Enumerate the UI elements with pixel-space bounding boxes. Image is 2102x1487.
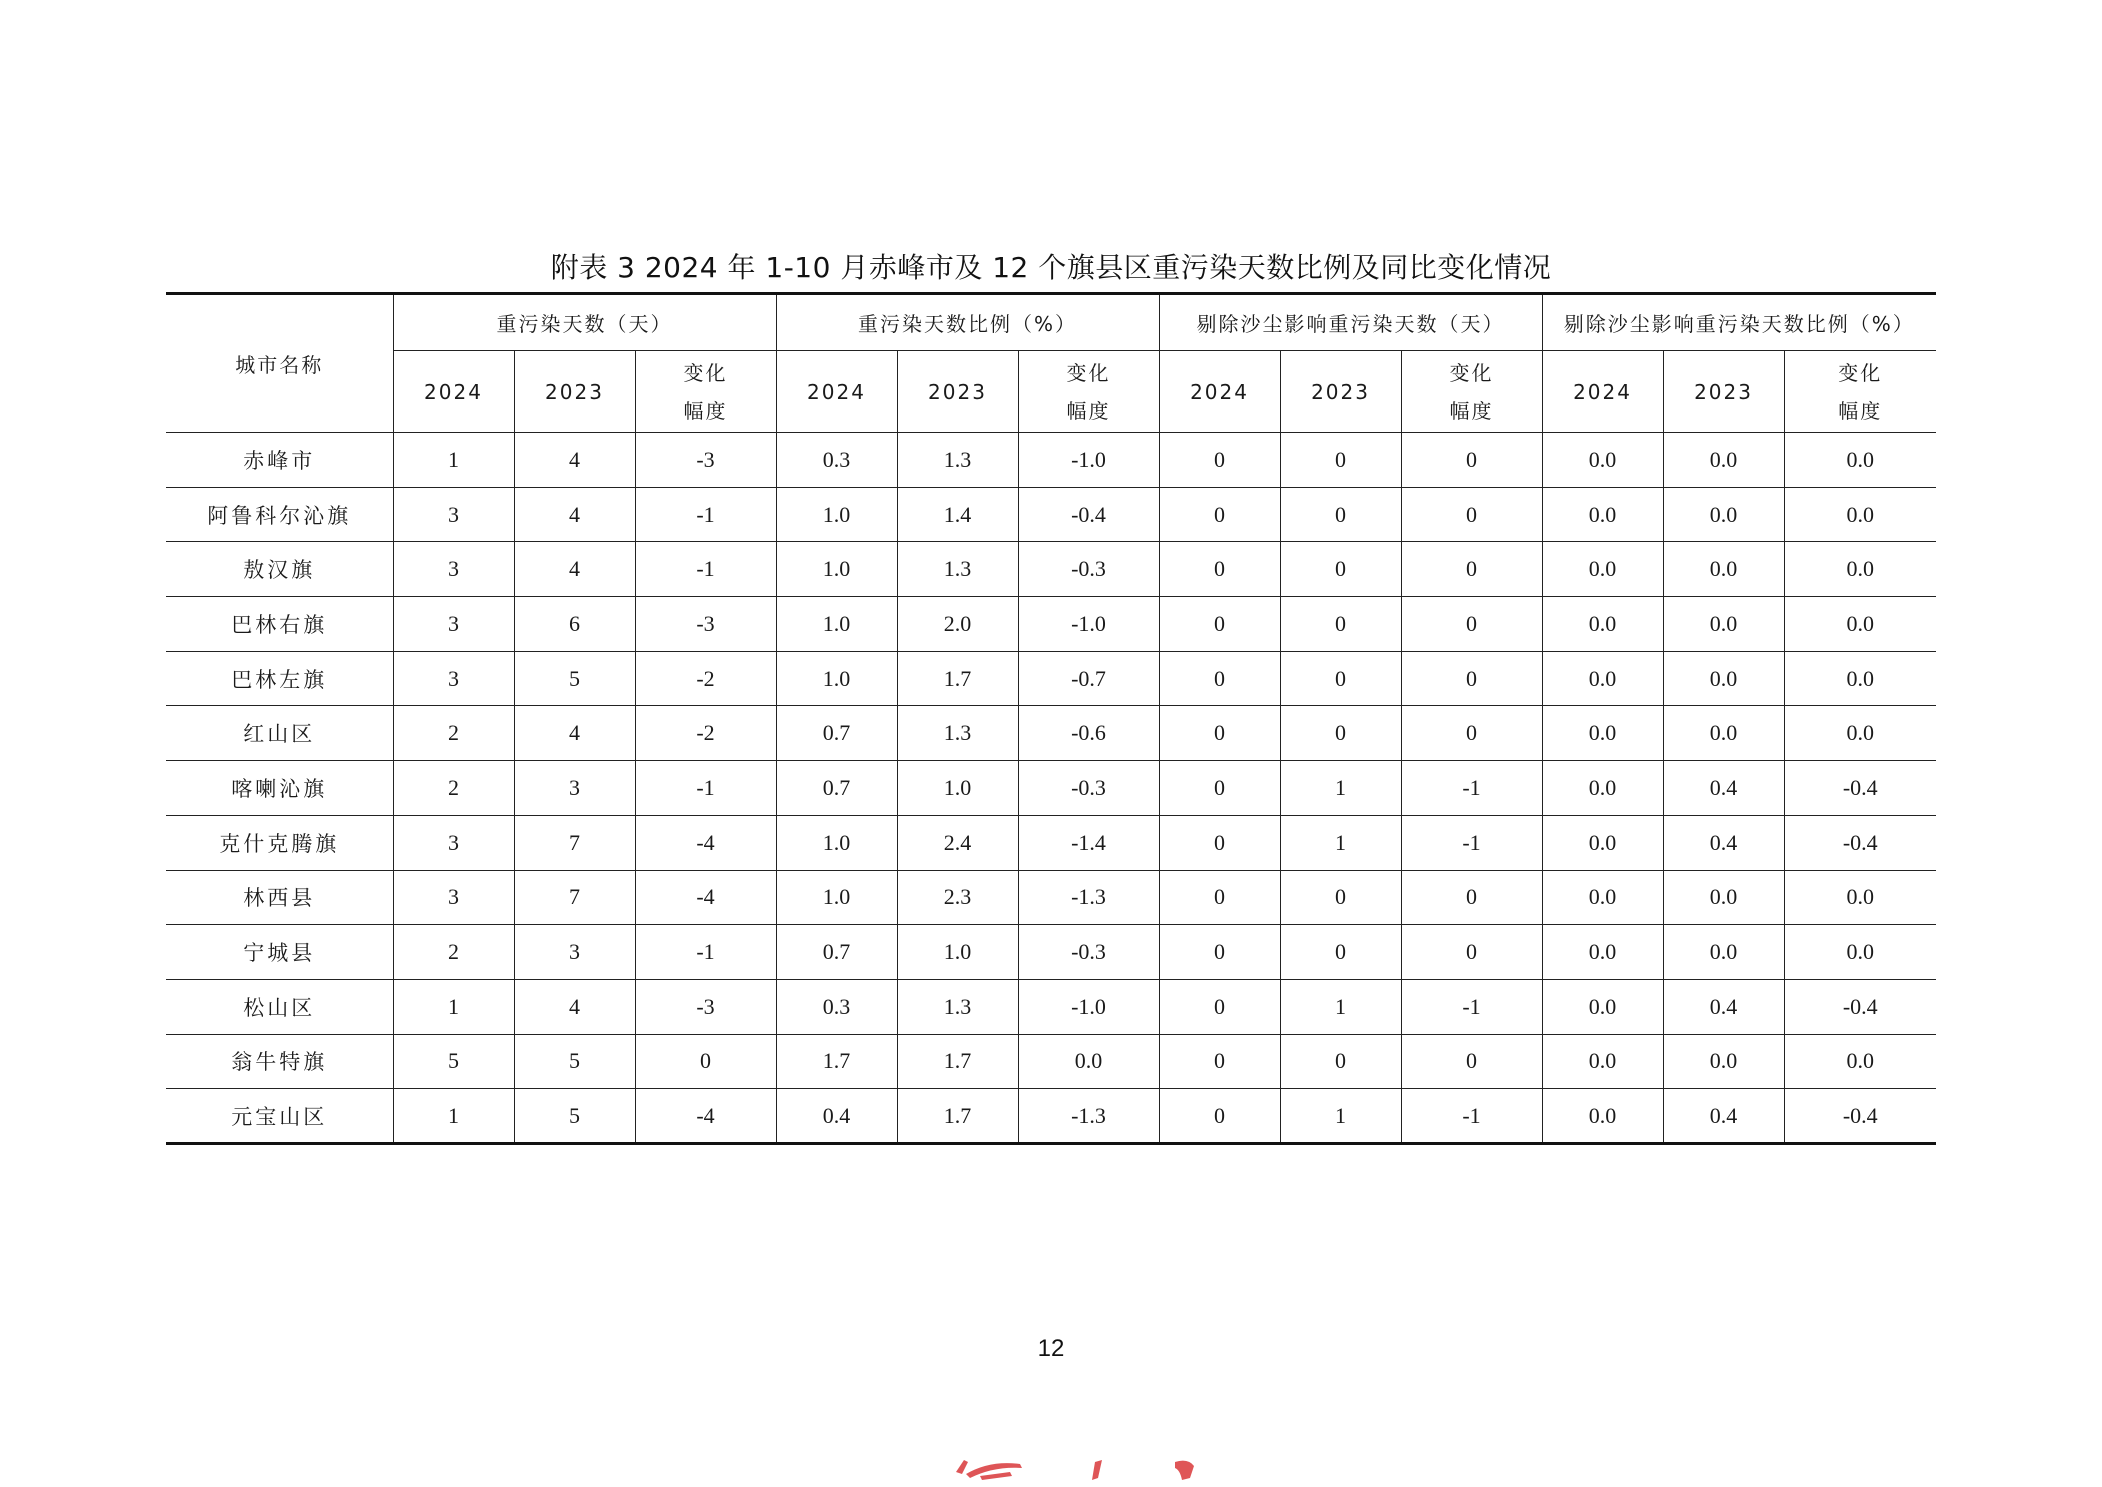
value-cell: 0 [635,1034,776,1089]
value-cell: 1 [1280,761,1401,816]
value-cell: 5 [514,1034,635,1089]
value-cell: -1.4 [1018,815,1159,870]
year-header: 2023 [1663,351,1784,433]
value-cell: 0.0 [1784,542,1936,597]
value-cell: 0 [1401,706,1542,761]
year-header: 2024 [1542,351,1663,433]
red-seal-fragments [950,1450,1250,1487]
value-cell: 0.0 [1542,870,1663,925]
value-cell: 0 [1159,925,1280,980]
value-cell: 0.0 [1663,1034,1784,1089]
value-cell: 0.0 [1542,761,1663,816]
value-cell: 0.0 [1542,1089,1663,1144]
value-cell: 1.0 [897,925,1018,980]
change-header-line: 变化 [1066,360,1111,385]
change-header-line: 变化 [683,360,728,385]
page-number: 12 [1037,1335,1065,1362]
value-cell: 0 [1401,487,1542,542]
value-cell: 0 [1280,651,1401,706]
value-cell: 0.0 [1784,651,1936,706]
value-cell: 0.0 [1542,979,1663,1034]
value-cell: -2 [635,651,776,706]
table-row [166,706,1936,761]
table-row [166,433,1936,488]
value-cell: 0 [1159,870,1280,925]
value-cell: 0 [1159,651,1280,706]
value-cell: 3 [393,487,514,542]
year-header: 2024 [393,351,514,433]
value-cell: 1.7 [897,651,1018,706]
value-cell: 1.3 [897,979,1018,1034]
table-row [166,487,1936,542]
value-cell: 1 [393,433,514,488]
pollution-table-container [166,292,1936,1145]
table-row [166,597,1936,652]
value-cell: 0.0 [1542,597,1663,652]
value-cell: 0.7 [776,706,897,761]
value-cell: -1.0 [1018,433,1159,488]
value-cell: 1.0 [897,761,1018,816]
seal-mark [956,1460,1194,1480]
value-cell: 1.0 [776,542,897,597]
value-cell: -0.7 [1018,651,1159,706]
value-cell: 0 [1159,487,1280,542]
value-cell: 2 [393,925,514,980]
value-cell: 0.0 [1784,597,1936,652]
change-header [635,351,776,433]
table-row [166,815,1936,870]
table-row [166,925,1936,980]
value-cell: -1 [635,542,776,597]
value-cell: 0.0 [1542,706,1663,761]
value-cell: 0.0 [1663,542,1784,597]
value-cell: 0 [1159,542,1280,597]
value-cell: 1.7 [897,1089,1018,1144]
value-cell: 0 [1280,433,1401,488]
value-cell: 0.0 [1784,1034,1936,1089]
table-row [166,761,1936,816]
value-cell: 0 [1280,542,1401,597]
value-cell: 0 [1159,979,1280,1034]
year-header: 2024 [1159,351,1280,433]
value-cell: 0 [1159,1034,1280,1089]
value-cell: 0 [1280,487,1401,542]
value-cell: 0 [1401,597,1542,652]
value-cell: 1 [1280,1089,1401,1144]
city-name-cell: 巴林右旗 [166,597,393,652]
value-cell: 6 [514,597,635,652]
value-cell: -4 [635,815,776,870]
value-cell: 0.0 [1663,651,1784,706]
value-cell: 0.0 [1784,487,1936,542]
value-cell: -0.6 [1018,706,1159,761]
value-cell: 0.0 [1542,815,1663,870]
value-cell: -1 [635,487,776,542]
table-row [166,1034,1936,1089]
value-cell: 0 [1159,761,1280,816]
value-cell: 3 [393,651,514,706]
value-cell: 1 [393,1089,514,1144]
value-cell: -1.3 [1018,1089,1159,1144]
value-cell: 0 [1401,651,1542,706]
value-cell: 3 [514,925,635,980]
value-cell: 0.0 [1663,870,1784,925]
value-cell: 1.7 [897,1034,1018,1089]
value-cell: -3 [635,979,776,1034]
change-header-line: 幅度 [1449,398,1494,423]
city-name-cell: 红山区 [166,706,393,761]
city-name-cell: 敖汉旗 [166,542,393,597]
value-cell: 0.4 [1663,761,1784,816]
value-cell: 0.0 [1542,542,1663,597]
value-cell: -3 [635,597,776,652]
value-cell: 4 [514,979,635,1034]
city-name-cell: 宁城县 [166,925,393,980]
table-row [166,651,1936,706]
table-row [166,542,1936,597]
header-row-groups [166,294,1936,351]
group-header-heavy-pollution-days: 重污染天数（天） [393,294,776,351]
value-cell: 0.0 [1663,706,1784,761]
value-cell: 5 [393,1034,514,1089]
value-cell: 2.0 [897,597,1018,652]
value-cell: -0.4 [1784,815,1936,870]
value-cell: 1.0 [776,651,897,706]
value-cell: -3 [635,433,776,488]
table-row [166,870,1936,925]
value-cell: 0.3 [776,433,897,488]
value-cell: 1 [393,979,514,1034]
value-cell: 1.3 [897,433,1018,488]
value-cell: 1.3 [897,706,1018,761]
city-name-cell: 巴林左旗 [166,651,393,706]
change-header [1018,351,1159,433]
value-cell: 0 [1280,706,1401,761]
value-cell: 0.0 [1018,1034,1159,1089]
value-cell: 0.0 [1784,433,1936,488]
value-cell: 3 [393,542,514,597]
value-cell: -1 [1401,815,1542,870]
value-cell: 0.0 [1542,433,1663,488]
value-cell: 0.3 [776,979,897,1034]
value-cell: 1.3 [897,542,1018,597]
change-header-line: 变化 [1838,360,1883,385]
value-cell: 0.4 [1663,1089,1784,1144]
year-header: 2023 [514,351,635,433]
value-cell: -0.4 [1784,979,1936,1034]
value-cell: 0.0 [1784,706,1936,761]
value-cell: -1.0 [1018,979,1159,1034]
city-name-cell: 克什克腾旗 [166,815,393,870]
value-cell: 0.0 [1663,925,1784,980]
value-cell: 0.4 [1663,815,1784,870]
value-cell: 1 [1280,815,1401,870]
value-cell: 0 [1401,870,1542,925]
value-cell: -4 [635,870,776,925]
value-cell: 0.0 [1542,1034,1663,1089]
value-cell: 2 [393,706,514,761]
value-cell: -4 [635,1089,776,1144]
value-cell: 3 [393,815,514,870]
value-cell: 4 [514,433,635,488]
value-cell: 1.4 [897,487,1018,542]
value-cell: 1 [1280,979,1401,1034]
value-cell: 0 [1159,433,1280,488]
value-cell: -0.4 [1784,1089,1936,1144]
value-cell: -1.3 [1018,870,1159,925]
value-cell: 0 [1401,925,1542,980]
value-cell: 0 [1159,706,1280,761]
value-cell: 0.4 [776,1089,897,1144]
value-cell: 0.0 [1542,925,1663,980]
value-cell: 1.0 [776,815,897,870]
value-cell: 0.0 [1663,597,1784,652]
table-row [166,1089,1936,1144]
change-header-line: 变化 [1449,360,1494,385]
city-name-cell: 阿鲁科尔沁旗 [166,487,393,542]
change-header [1784,351,1936,433]
value-cell: -1 [635,761,776,816]
city-name-cell: 林西县 [166,870,393,925]
value-cell: 0 [1280,1034,1401,1089]
city-name-cell: 喀喇沁旗 [166,761,393,816]
value-cell: 0 [1159,1089,1280,1144]
value-cell: 2.3 [897,870,1018,925]
value-cell: 1.0 [776,487,897,542]
value-cell: 0.4 [1663,979,1784,1034]
change-header-line: 幅度 [1066,398,1111,423]
value-cell: 0 [1280,870,1401,925]
value-cell: 0.0 [1663,433,1784,488]
value-cell: -1.0 [1018,597,1159,652]
value-cell: -1 [1401,761,1542,816]
value-cell: 2.4 [897,815,1018,870]
value-cell: 4 [514,706,635,761]
value-cell: 3 [393,597,514,652]
city-name-cell: 元宝山区 [166,1089,393,1144]
city-name-cell: 赤峰市 [166,433,393,488]
value-cell: -1 [1401,979,1542,1034]
value-cell: 0.0 [1542,651,1663,706]
value-cell: 0 [1401,542,1542,597]
value-cell: -0.3 [1018,761,1159,816]
value-cell: 5 [514,1089,635,1144]
value-cell: 1.0 [776,597,897,652]
value-cell: 0.0 [1784,925,1936,980]
table-row [166,979,1936,1034]
table-body [166,433,1936,1144]
city-name-cell: 松山区 [166,979,393,1034]
value-cell: 0 [1280,925,1401,980]
value-cell: 0 [1280,597,1401,652]
page-title: 附表 3 2024 年 1-10 月赤峰市及 12 个旗县区重污染天数比例及同比变化情况 [550,251,1552,284]
value-cell: 5 [514,651,635,706]
change-header [1401,351,1542,433]
value-cell: 3 [514,761,635,816]
group-header-dust-excluded-ratio: 剔除沙尘影响重污染天数比例（%） [1542,294,1936,351]
value-cell: -1 [635,925,776,980]
pollution-days-table [166,292,1936,1145]
value-cell: -0.4 [1018,487,1159,542]
value-cell: 0.0 [1663,487,1784,542]
value-cell: 1.0 [776,870,897,925]
value-cell: 0.7 [776,925,897,980]
value-cell: 1.7 [776,1034,897,1089]
value-cell: 0 [1159,597,1280,652]
value-cell: 0.0 [1784,870,1936,925]
value-cell: 0.7 [776,761,897,816]
value-cell: 7 [514,870,635,925]
value-cell: 4 [514,542,635,597]
value-cell: 2 [393,761,514,816]
year-header: 2024 [776,351,897,433]
year-header: 2023 [897,351,1018,433]
value-cell: -0.3 [1018,542,1159,597]
value-cell: -1 [1401,1089,1542,1144]
year-header: 2023 [1280,351,1401,433]
value-cell: 0 [1401,1034,1542,1089]
value-cell: 0 [1159,815,1280,870]
table-header [166,294,1936,433]
value-cell: -0.3 [1018,925,1159,980]
value-cell: -0.4 [1784,761,1936,816]
value-cell: -2 [635,706,776,761]
group-header-heavy-pollution-ratio: 重污染天数比例（%） [776,294,1159,351]
group-header-dust-excluded-days: 剔除沙尘影响重污染天数（天） [1159,294,1542,351]
change-header-line: 幅度 [683,398,728,423]
value-cell: 0 [1401,433,1542,488]
change-header-line: 幅度 [1838,398,1883,423]
value-cell: 3 [393,870,514,925]
city-name-cell: 翁牛特旗 [166,1034,393,1089]
value-cell: 7 [514,815,635,870]
header-row-years [166,351,1936,433]
city-name-header: 城市名称 [166,294,393,433]
value-cell: 0.0 [1542,487,1663,542]
value-cell: 4 [514,487,635,542]
